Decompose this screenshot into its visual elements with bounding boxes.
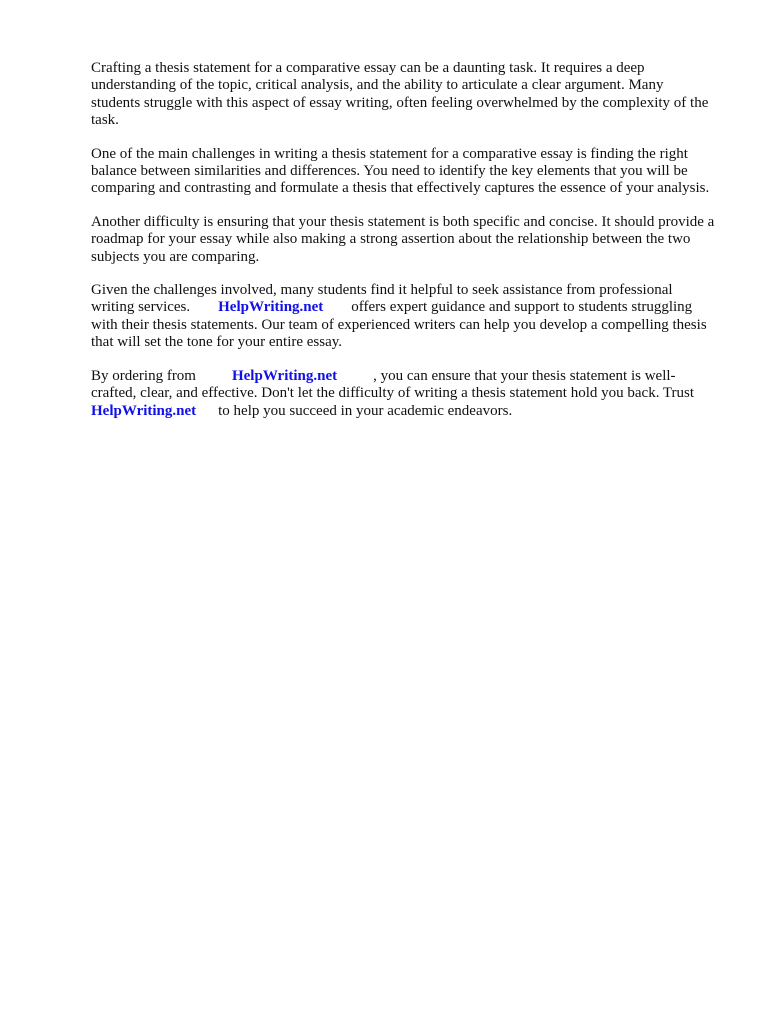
paragraph-ordering <box>91 368 716 420</box>
paragraph-intro: Crafting a thesis statement for a comparative essay can be a daunting task. It requires a deep understanding of the topic, critical analysis, and the ability to articulate a clear argument. Many students struggle with this aspect of essay writing, often feeling overwhelmed by the complexity of the task. <box>91 60 709 129</box>
helpwriting-link-3[interactable]: HelpWriting.net <box>91 402 197 419</box>
paragraph-difficulty: Another difficulty is ensuring that your thesis statement is both specific and concise. It should provide a roadmap for your essay while also making a strong assertion about the relationship between the two subjects you are comparing. <box>91 213 715 265</box>
paragraph-ordering-text-end: to help you succeed in your academic endeavors. <box>218 402 513 419</box>
paragraph-ordering-text-start: By ordering from <box>91 367 196 384</box>
helpwriting-link-2[interactable]: HelpWriting.net <box>231 367 338 384</box>
helpwriting-link-1[interactable]: HelpWriting.net <box>218 299 324 316</box>
paragraph-assistance-text-end: offers expert guidance and support to students struggling with their thesis statements. Our team of experienced writers can help you develop a compelling thesis that will set the tone for your entire essay. <box>91 299 707 351</box>
paragraph-assistance-text-start: Given the challenges involved, many students find it helpful to seek assistance from professional writing services. <box>91 282 673 316</box>
document-body <box>91 60 716 436</box>
paragraph-ordering-text-middle: , you can ensure that your thesis statement is well-crafted, clear, and effective. Don't let the difficulty of writing a thesis statement hold you back. Trust <box>91 367 695 402</box>
paragraph-assistance <box>91 282 716 352</box>
paragraph-challenges: One of the main challenges in writing a thesis statement for a comparative essay is finding the right balance between similarities and differences. You need to identify the key elements that you will be comparing and contrasting and formulate a thesis that effectively captures the essence of your analysis. <box>91 145 710 197</box>
